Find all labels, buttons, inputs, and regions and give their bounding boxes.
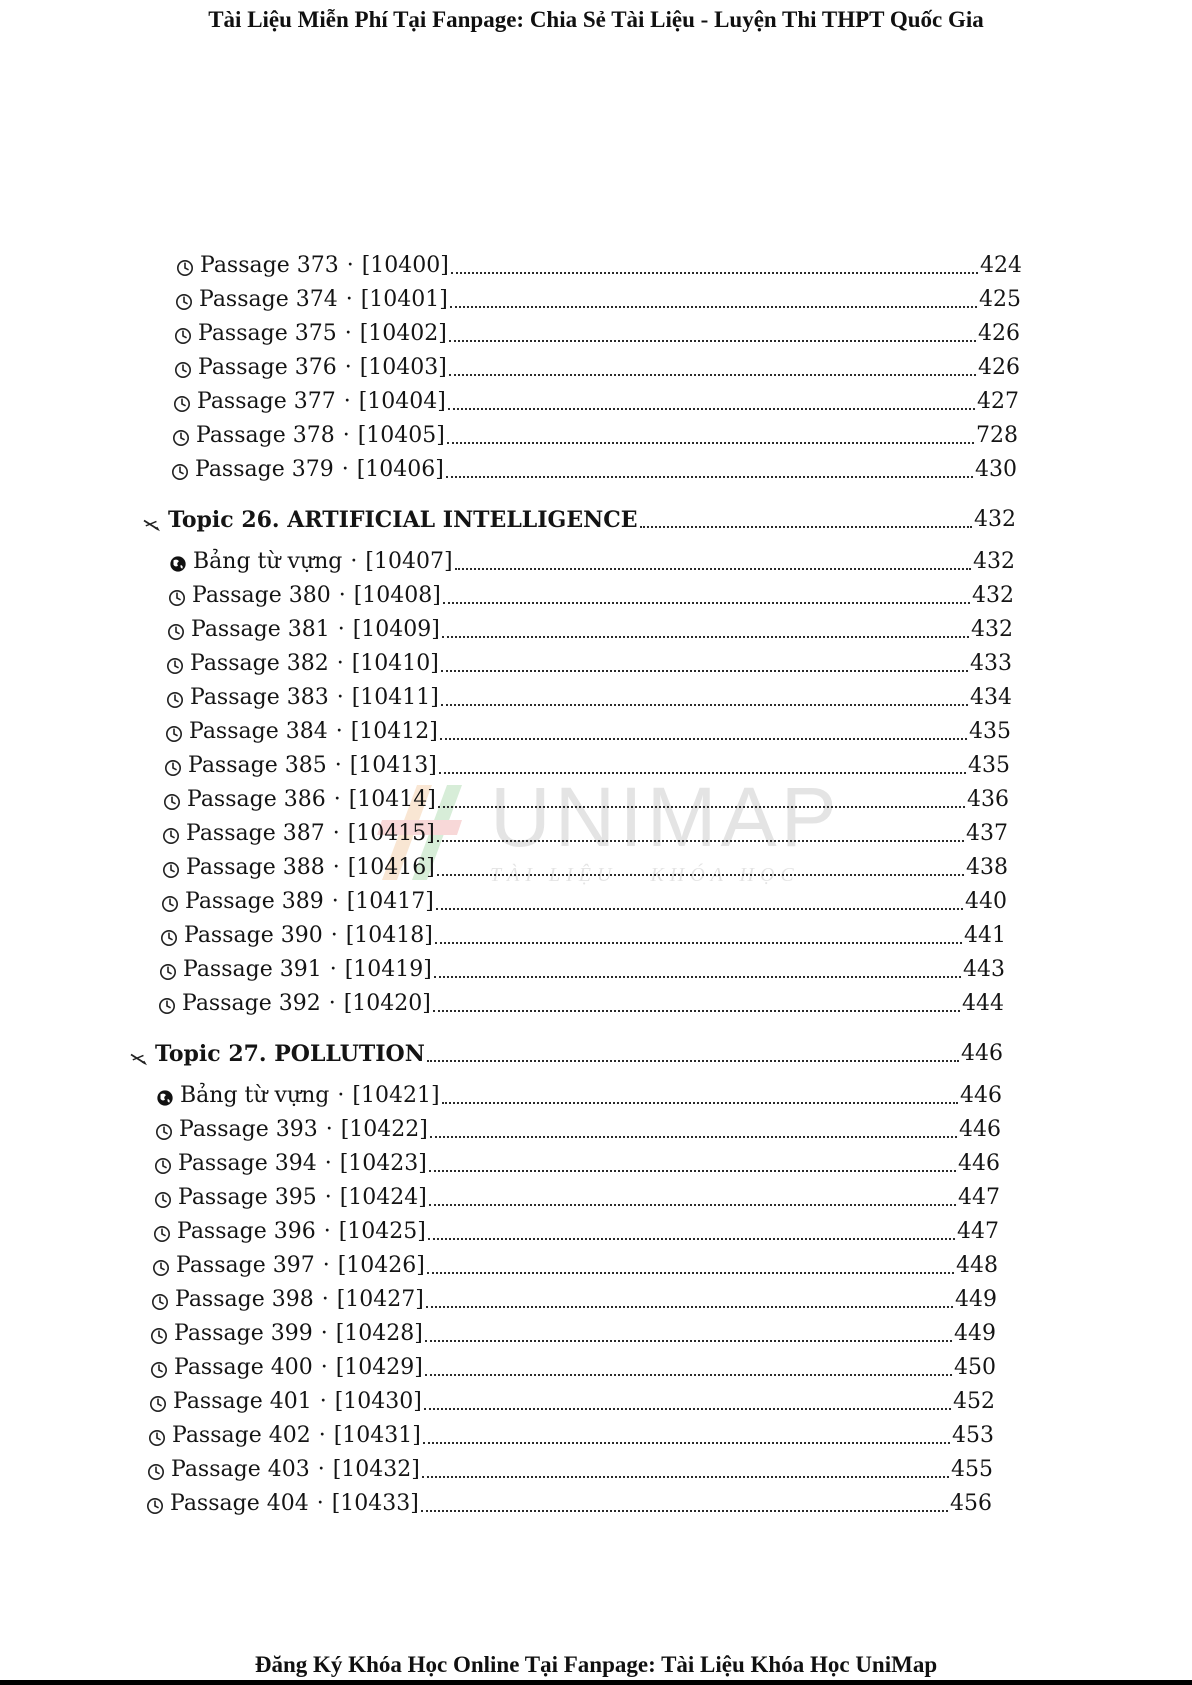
- toc-passage-row[interactable]: [171, 452, 1017, 484]
- toc-entry-code: [10420]: [343, 991, 431, 1016]
- toc-passage-row[interactable]: [160, 918, 1006, 950]
- dot-leader: [427, 1060, 959, 1062]
- dot-leader: [427, 1272, 954, 1274]
- toc-entry-code: [10419]: [344, 957, 432, 982]
- toc-entry-label: [199, 286, 448, 314]
- toc-entry-title: Passage 375: [198, 321, 337, 346]
- dot-leader: [451, 272, 978, 274]
- toc-entry-label: [191, 616, 440, 644]
- toc-page-number: 446: [958, 1151, 1000, 1176]
- toc-entry-separator: ·: [336, 685, 344, 710]
- toc-entry-separator: ·: [338, 583, 346, 608]
- toc-entry-title: Passage 398: [175, 1287, 314, 1312]
- toc-entry-code: [10429]: [335, 1355, 423, 1380]
- toc-passage-row[interactable]: [166, 680, 1012, 712]
- toc-entry-label: [182, 990, 431, 1018]
- toc-entry-title: Passage 399: [174, 1321, 313, 1346]
- toc-entry-title: Passage 386: [187, 787, 326, 812]
- toc-entry-separator: ·: [316, 1491, 324, 1516]
- toc-page-number: 430: [975, 457, 1017, 482]
- page-footer: Đăng Ký Khóa Học Online Tại Fanpage: Tài Liệu Khóa Học UniMap: [254, 1652, 938, 1677]
- toc-entry-separator: ·: [324, 1185, 332, 1210]
- clock-icon: [152, 1257, 170, 1275]
- toc-entry-label: [189, 718, 438, 746]
- toc-entry-code: [10423]: [339, 1151, 427, 1176]
- toc-entry-label: [175, 1286, 424, 1314]
- toc-entry-label: [174, 1320, 423, 1348]
- toc-entry-label: [190, 650, 439, 678]
- toc-passage-row[interactable]: [154, 1146, 1000, 1178]
- dot-leader: [441, 670, 968, 672]
- dot-leader: [450, 306, 977, 308]
- toc-page-number: 446: [961, 1041, 1003, 1066]
- toc-passage-row[interactable]: [162, 816, 1008, 848]
- toc-passage-row[interactable]: [167, 612, 1013, 644]
- toc-entry-separator: ·: [329, 957, 337, 982]
- toc-entry-title: Passage 381: [191, 617, 330, 642]
- toc-entry-code: [10426]: [337, 1253, 425, 1278]
- clock-icon: [175, 291, 193, 309]
- toc-topic-row[interactable]: [142, 502, 1016, 534]
- clock-icon: [150, 1359, 168, 1377]
- toc-entry-separator: ·: [350, 549, 358, 574]
- toc-page-number: 426: [978, 321, 1020, 346]
- toc-entry-title: Passage 379: [195, 457, 334, 482]
- toc-entry-title: Passage 388: [186, 855, 325, 880]
- toc-page-number: 432: [972, 583, 1014, 608]
- toc-page-number: 444: [962, 991, 1004, 1016]
- clock-icon: [150, 1325, 168, 1343]
- dot-leader: [421, 1510, 948, 1512]
- toc-entry-title: Passage 393: [179, 1117, 318, 1142]
- pencil-icon: [142, 513, 162, 529]
- toc-passage-row[interactable]: [173, 384, 1019, 416]
- toc-entry-label: [183, 956, 432, 984]
- dot-leader: [449, 340, 976, 342]
- page-header: Tài Liệu Miễn Phí Tại Fanpage: Chia Sẻ Tài Liệu - Luyện Thi THPT Quốc Gia: [208, 7, 984, 32]
- toc-entry-code: [10404]: [358, 389, 446, 414]
- toc-page-number: 450: [954, 1355, 996, 1380]
- toc-page-number: 437: [966, 821, 1008, 846]
- toc-entry-code: [10433]: [331, 1491, 419, 1516]
- clock-icon: [153, 1223, 171, 1241]
- toc-entry-separator: ·: [337, 617, 345, 642]
- globe-icon: [156, 1087, 174, 1105]
- toc-entry-title: Passage 391: [183, 957, 322, 982]
- toc-entry-label: [196, 422, 445, 450]
- pencil-icon: [129, 1047, 149, 1063]
- toc-entry-separator: ·: [344, 355, 352, 380]
- toc-entry-separator: ·: [344, 321, 352, 346]
- toc-page-number: 456: [950, 1491, 992, 1516]
- toc-entry-separator: ·: [342, 423, 350, 448]
- toc-passage-row[interactable]: [149, 1384, 995, 1416]
- watermark-brand: UNIMAP: [490, 770, 841, 864]
- toc-entry-code: [10415]: [347, 821, 435, 846]
- dot-leader: [446, 476, 973, 478]
- clock-icon: [172, 427, 190, 445]
- toc-page-number: 432: [973, 549, 1015, 574]
- toc-page-number: 440: [965, 889, 1007, 914]
- toc-entry-label: [178, 1184, 427, 1212]
- toc-entry-title: Passage 392: [182, 991, 321, 1016]
- toc-entry-code: [10422]: [340, 1117, 428, 1142]
- dot-leader: [425, 1340, 952, 1342]
- toc-entry-label: [192, 582, 441, 610]
- toc-passage-row[interactable]: [175, 282, 1021, 314]
- toc-entry-separator: ·: [336, 651, 344, 676]
- toc-entry-title: Passage 403: [171, 1457, 310, 1482]
- toc-entry-separator: ·: [322, 1253, 330, 1278]
- toc-passage-row[interactable]: [172, 418, 1018, 450]
- toc-entry-label: [177, 1218, 426, 1246]
- toc-entry-code: [10428]: [335, 1321, 423, 1346]
- toc-page-number: 447: [958, 1185, 1000, 1210]
- toc-page-number: 449: [954, 1321, 996, 1346]
- toc-entry-label: [185, 888, 434, 916]
- toc-entry-label: [170, 1490, 419, 1518]
- toc-page-number: 425: [979, 287, 1021, 312]
- toc-page-number: 441: [964, 923, 1006, 948]
- toc-entry-code: [10413]: [349, 753, 437, 778]
- toc-entry-code: [10409]: [352, 617, 440, 642]
- dot-leader: [425, 1374, 952, 1376]
- dot-leader: [440, 738, 967, 740]
- toc-entry-code: [10401]: [360, 287, 448, 312]
- clock-icon: [174, 359, 192, 377]
- toc-entry-label: [190, 684, 439, 712]
- clock-icon: [158, 995, 176, 1013]
- toc-entry-separator: ·: [335, 719, 343, 744]
- clock-icon: [167, 621, 185, 639]
- toc-entry-title: Passage 382: [190, 651, 329, 676]
- toc-page-number: 448: [956, 1253, 998, 1278]
- toc-entry-code: [10425]: [338, 1219, 426, 1244]
- toc-entry-title: Passage 402: [172, 1423, 311, 1448]
- toc-entry-label: [155, 1040, 425, 1068]
- toc-entry-separator: ·: [319, 1389, 327, 1414]
- toc-entry-code: [10417]: [346, 889, 434, 914]
- toc-page-number: 449: [955, 1287, 997, 1312]
- toc-entry-title: Passage 387: [186, 821, 325, 846]
- toc-entry-separator: ·: [320, 1321, 328, 1346]
- dot-leader: [429, 1204, 956, 1206]
- clock-icon: [168, 587, 186, 605]
- toc-entry-label: [198, 320, 447, 348]
- toc-entry-separator: ·: [333, 787, 341, 812]
- toc-entry-label: [172, 1422, 421, 1450]
- dot-leader: [436, 908, 963, 910]
- toc-passage-row[interactable]: [150, 1350, 996, 1382]
- toc-entry-code: [10400]: [361, 253, 449, 278]
- toc-entry-label: [184, 922, 433, 950]
- dot-leader: [433, 1010, 960, 1012]
- toc-entry-separator: ·: [323, 1219, 331, 1244]
- toc-page-number: 455: [951, 1457, 993, 1482]
- clock-icon: [173, 393, 191, 411]
- toc-entry-separator: ·: [320, 1355, 328, 1380]
- dot-leader: [437, 840, 964, 842]
- toc-entry-label: [186, 854, 435, 882]
- toc-passage-row[interactable]: [150, 1316, 996, 1348]
- toc-passage-row[interactable]: [152, 1248, 998, 1280]
- toc-entry-label: [198, 354, 447, 382]
- toc-entry-code: [10432]: [332, 1457, 420, 1482]
- toc-entry-label: [187, 786, 436, 814]
- toc-entry-title: Passage 378: [196, 423, 335, 448]
- toc-passage-row[interactable]: [155, 1112, 1001, 1144]
- toc-entry-separator: ·: [331, 889, 339, 914]
- clock-icon: [174, 325, 192, 343]
- toc-entry-separator: ·: [343, 389, 351, 414]
- clock-icon: [151, 1291, 169, 1309]
- toc-entry-code: [10427]: [336, 1287, 424, 1312]
- toc-entry-title: Topic 27. POLLUTION: [155, 1041, 425, 1067]
- clock-icon: [146, 1495, 164, 1513]
- toc-entry-separator: ·: [332, 821, 340, 846]
- clock-icon: [163, 791, 181, 809]
- toc-page-number: 728: [976, 423, 1018, 448]
- toc-passage-row[interactable]: [154, 1180, 1000, 1212]
- toc-entry-label: [188, 752, 437, 780]
- toc-entry-label: [195, 456, 444, 484]
- clock-icon: [161, 893, 179, 911]
- toc-entry-code: [10408]: [353, 583, 441, 608]
- toc-page-number: 432: [971, 617, 1013, 642]
- toc-passage-row[interactable]: [147, 1452, 993, 1484]
- toc-entry-label: [176, 1252, 425, 1280]
- toc-entry-label: [197, 388, 446, 416]
- dot-leader: [435, 942, 962, 944]
- dot-leader: [448, 408, 975, 410]
- toc-entry-title: Passage 385: [188, 753, 327, 778]
- toc-page-number: 435: [969, 719, 1011, 744]
- toc-page-number: 436: [967, 787, 1009, 812]
- toc-entry-code: [10418]: [345, 923, 433, 948]
- toc-entry-separator: ·: [345, 287, 353, 312]
- clock-icon: [160, 927, 178, 945]
- toc-entry-separator: ·: [328, 991, 336, 1016]
- dot-leader: [423, 1442, 950, 1444]
- toc-page-number: 452: [953, 1389, 995, 1414]
- toc-entry-separator: ·: [324, 1151, 332, 1176]
- toc-entry-code: [10412]: [350, 719, 438, 744]
- toc-entry-code: [10406]: [356, 457, 444, 482]
- toc-entry-code: [10403]: [359, 355, 447, 380]
- dot-leader: [430, 1136, 957, 1138]
- toc-entry-title: Passage 374: [199, 287, 338, 312]
- dot-leader: [443, 602, 970, 604]
- toc-entry-label: [168, 506, 638, 534]
- toc-passage-row[interactable]: [165, 714, 1011, 746]
- dot-leader: [449, 374, 976, 376]
- toc-entry-label: [179, 1116, 428, 1144]
- clock-icon: [154, 1189, 172, 1207]
- toc-entry-title: Passage 396: [177, 1219, 316, 1244]
- toc-entry-label: [200, 252, 449, 280]
- globe-icon: [169, 553, 187, 571]
- toc-entry-code: [10402]: [359, 321, 447, 346]
- toc-page-number: 443: [963, 957, 1005, 982]
- toc-entry-code: [10410]: [351, 651, 439, 676]
- toc-page-number: 426: [978, 355, 1020, 380]
- toc-entry-title: Topic 26. ARTIFICIAL INTELLIGENCE: [168, 507, 638, 533]
- toc-entry-title: Passage 380: [192, 583, 331, 608]
- toc-entry-separator: ·: [325, 1117, 333, 1142]
- toc-entry-title: Passage 394: [178, 1151, 317, 1176]
- toc-entry-title: Passage 389: [185, 889, 324, 914]
- toc-page-number: 446: [960, 1083, 1002, 1108]
- toc-entry-code: [10411]: [351, 685, 439, 710]
- toc-entry-code: [10414]: [348, 787, 436, 812]
- toc-entry-label: [193, 548, 453, 576]
- toc-page-number: 432: [974, 507, 1016, 532]
- toc-entry-title: Passage 397: [176, 1253, 315, 1278]
- toc-entry-title: Passage 401: [173, 1389, 312, 1414]
- toc-entry-label: [178, 1150, 427, 1178]
- toc-entry-title: Bảng từ vựng: [193, 549, 343, 574]
- dot-leader: [429, 1170, 956, 1172]
- dot-leader: [442, 636, 969, 638]
- toc-passage-row[interactable]: [151, 1282, 997, 1314]
- toc-passage-row[interactable]: [158, 986, 1004, 1018]
- toc-entry-code: [10416]: [347, 855, 435, 880]
- toc-entry-separator: ·: [318, 1423, 326, 1448]
- toc-page-number: 453: [952, 1423, 994, 1448]
- toc-entry-separator: ·: [337, 1083, 345, 1108]
- toc-passage-row[interactable]: [161, 884, 1007, 916]
- toc-page-number: 435: [968, 753, 1010, 778]
- clock-icon: [162, 825, 180, 843]
- clock-icon: [149, 1393, 167, 1411]
- dot-leader: [455, 568, 971, 570]
- clock-icon: [171, 461, 189, 479]
- toc-entry-title: Passage 383: [190, 685, 329, 710]
- toc-entry-title: Passage 404: [170, 1491, 309, 1516]
- dot-leader: [428, 1238, 955, 1240]
- clock-icon: [154, 1155, 172, 1173]
- toc-page-number: 446: [959, 1117, 1001, 1142]
- toc-passage-row[interactable]: [174, 350, 1020, 382]
- toc-passage-row[interactable]: [153, 1214, 999, 1246]
- toc-passage-row[interactable]: [148, 1418, 994, 1450]
- toc-entry-code: [10421]: [352, 1083, 440, 1108]
- clock-icon: [176, 257, 194, 275]
- toc-entry-code: [10430]: [334, 1389, 422, 1414]
- clock-icon: [147, 1461, 165, 1479]
- toc-entry-label: [171, 1456, 420, 1484]
- clock-icon: [159, 961, 177, 979]
- dot-leader: [424, 1408, 951, 1410]
- toc-entry-code: [10431]: [333, 1423, 421, 1448]
- toc-passage-row[interactable]: [146, 1486, 992, 1518]
- toc-entry-title: Passage 384: [189, 719, 328, 744]
- toc-entry-title: Passage 376: [198, 355, 337, 380]
- watermark-tagline: TÀI LIỆU · KHÓA HỌC: [490, 864, 800, 886]
- dot-leader: [438, 806, 965, 808]
- toc-entry-separator: ·: [330, 923, 338, 948]
- toc-page-number: 438: [966, 855, 1008, 880]
- toc-entry-title: Passage 390: [184, 923, 323, 948]
- toc-passage-row[interactable]: [176, 248, 1022, 280]
- dot-leader: [447, 442, 974, 444]
- dot-leader: [437, 874, 964, 876]
- toc-entry-separator: ·: [321, 1287, 329, 1312]
- toc-entry-separator: ·: [317, 1457, 325, 1482]
- toc-entry-code: [10424]: [339, 1185, 427, 1210]
- clock-icon: [165, 723, 183, 741]
- toc-entry-title: Passage 400: [174, 1355, 313, 1380]
- toc-entry-separator: ·: [346, 253, 354, 278]
- dot-leader: [441, 704, 968, 706]
- toc-entry-label: [174, 1354, 423, 1382]
- clock-icon: [162, 859, 180, 877]
- toc-entry-title: Passage 373: [200, 253, 339, 278]
- clock-icon: [166, 655, 184, 673]
- clock-icon: [155, 1121, 173, 1139]
- dot-leader: [439, 772, 966, 774]
- toc-passage-row[interactable]: [168, 578, 1014, 610]
- dot-leader: [442, 1102, 958, 1104]
- clock-icon: [164, 757, 182, 775]
- toc-vocab-row[interactable]: [169, 544, 1015, 576]
- toc-passage-row[interactable]: [159, 952, 1005, 984]
- toc-page-number: 447: [957, 1219, 999, 1244]
- toc-entry-title: Passage 395: [178, 1185, 317, 1210]
- toc-vocab-row[interactable]: [156, 1078, 1002, 1110]
- toc-passage-row[interactable]: [174, 316, 1020, 348]
- dot-leader: [422, 1476, 949, 1478]
- toc-entry-title: Passage 377: [197, 389, 336, 414]
- toc-entry-label: [173, 1388, 422, 1416]
- toc-topic-row[interactable]: [129, 1036, 1003, 1068]
- footer-rule: [0, 1680, 1192, 1685]
- dot-leader: [434, 976, 961, 978]
- dot-leader: [640, 526, 973, 528]
- toc-page-number: 427: [977, 389, 1019, 414]
- toc-entry-code: [10407]: [365, 549, 453, 574]
- toc-passage-row[interactable]: [164, 748, 1010, 780]
- toc-entry-title: Bảng từ vựng: [180, 1083, 330, 1108]
- toc-passage-row[interactable]: [166, 646, 1012, 678]
- toc-entry-label: [180, 1082, 440, 1110]
- toc-page-number: 433: [970, 651, 1012, 676]
- toc-entry-separator: ·: [332, 855, 340, 880]
- toc-entry-code: [10405]: [357, 423, 445, 448]
- toc-page-number: 424: [980, 253, 1022, 278]
- clock-icon: [148, 1427, 166, 1445]
- toc-passage-row[interactable]: [163, 782, 1009, 814]
- toc-entry-label: [186, 820, 435, 848]
- dot-leader: [426, 1306, 953, 1308]
- clock-icon: [166, 689, 184, 707]
- toc-entry-separator: ·: [341, 457, 349, 482]
- toc-entry-separator: ·: [334, 753, 342, 778]
- toc-page-number: 434: [970, 685, 1012, 710]
- toc-passage-row[interactable]: [162, 850, 1008, 882]
